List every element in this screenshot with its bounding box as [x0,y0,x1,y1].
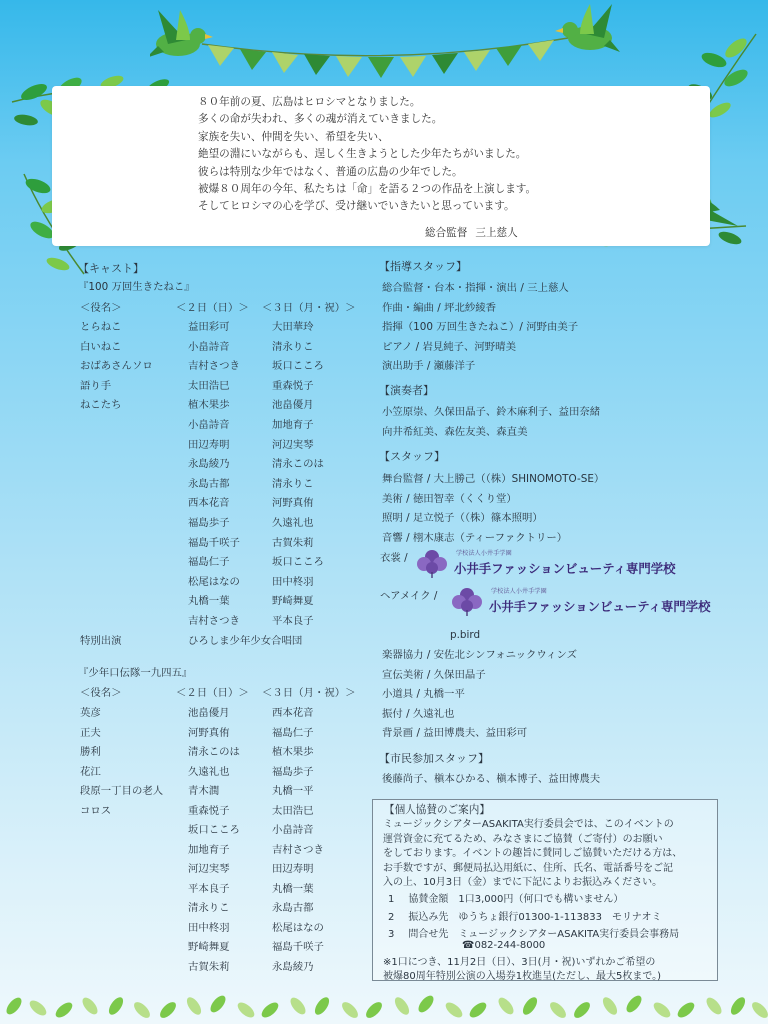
donation-phone: ☎082-244-8000 [462,940,546,951]
day2-cast: 平本良子 [188,882,230,895]
direction-item: 総合監督・台本・指揮・演出 / 三上慈人 [382,282,569,294]
intro-line: 家族を失い、仲間を失い、希望を失い、 [198,130,389,143]
day3-cast: 福島仁子 [272,726,314,739]
day3-cast: 清永りこ [272,340,314,353]
role-name: とらねこ [80,321,122,333]
day2-cast: 古賀朱莉 [188,960,230,973]
support-staff-item: 背景画 / 益田博農夫、益田彩可 [382,727,528,740]
day2-cast: 福島歩子 [188,517,230,529]
day3-cast: 加地育子 [272,419,314,431]
role-name: 語り手 [80,379,112,392]
cast-heading: 【キャスト】 [78,262,144,275]
play2-col-day3: ＜３日（月・祝）＞ [262,687,356,699]
item-number: 2 [388,912,395,923]
day2-cast: 植木果歩 [188,399,230,412]
donation-description [383,818,682,891]
donation-line: をしております。イベントの趣旨に賛同しご協賛いただける方は、 [383,848,683,860]
donation-line: 入の上、10月3日（金）までに下記によりお振込みください。 [383,877,663,889]
school-name: 小井手ファッションビューティ専門学校 [454,561,676,576]
costume-school-logo [414,546,676,580]
day3-cast: 小畠詩音 [272,824,314,836]
performer-item: 向井希紅美、森佐友美、森直美 [382,425,528,438]
staff-item: 音響 / 栩木康志（ティーファクトリー） [382,531,568,544]
item-number: 3 [388,929,395,940]
role-name: 正夫 [80,726,101,739]
day2-cast: 小畠詩音 [188,340,230,353]
day3-cast: 永島古都 [272,902,314,914]
staff-heading: 【スタッフ】 [379,450,445,463]
role-name: ねこたち [80,399,122,412]
day3-cast: 久遠礼也 [272,517,314,529]
day2-cast: 田中柊羽 [188,921,230,934]
day2-cast: 野崎舞夏 [188,941,230,953]
direction-item: ピアノ / 岩見純子、河野晴美 [382,340,516,353]
role-name: 白いねこ [80,340,122,353]
intro-line: そしてヒロシマの心を学び、受け継いでいきたいと思っています。 [198,200,515,213]
cast-section [0,0,370,1024]
item-value: ミュージックシアターASAKITA実行委員会事務局 [458,929,680,940]
day3-cast: 清永りこ [272,477,314,490]
day2-cast: 永島古都 [188,477,230,490]
pbird-credit: p.bird [450,629,481,641]
day2-cast: 松尾はなの [188,575,240,588]
day3-cast: 坂口こころ [272,360,324,373]
day2-cast: 坂口こころ [188,824,240,836]
item-label: 振込み先 [408,912,449,923]
day2-cast: 福島仁子 [188,556,230,569]
intro-line: 彼らは特別な少年ではなく、普通の広島の少年でした。 [198,165,463,178]
donation-line: お手数ですが、郵便局払込用紙に、住所、氏名、電話番号をご記 [383,862,673,874]
item-value: ゆうちょ銀行01300-1-113833 モリナオミ [458,912,662,923]
role-name: 勝利 [80,746,101,758]
day2-cast: 福島千咲子 [188,536,240,549]
day3-cast: 重森悦子 [272,379,314,392]
day2-cast: 池畠優月 [188,707,230,719]
role-name: 花江 [80,765,101,778]
day3-cast: 古賀朱莉 [272,536,314,549]
play1-title: 『100 万回生きたねこ』 [78,281,195,293]
day2-cast: 田辺寿明 [188,438,230,451]
day2-cast: 久遠礼也 [188,765,230,778]
day2-cast: 清永りこ [188,902,230,914]
support-staff-item: 楽器協力 / 安佐北シンフォニックウィンズ [382,649,578,661]
day3-cast: 平本良子 [272,615,314,627]
day3-cast: 松尾はなの [272,921,324,934]
staff-item: 照明 / 足立悦子（（株）篠本照明） [382,512,543,525]
citizen-members: 後藤尚子、槇本ひかる、槇本博子、益田博農夫 [382,773,601,785]
intro-line: 絶望の淵にいながらも、逞しく生きようとした少年たちがいました。 [198,148,527,161]
donation-line: ミュージックシアターASAKITA実行委員会では、このイベントの [383,819,674,830]
day2-cast: 益田彩可 [188,321,230,333]
day2-cast: 清永このは [188,746,240,758]
day3-cast: 大田華玲 [272,321,314,333]
role-name: おばあさんソロ [80,360,153,373]
play2-col-day2: ＜２日（日）＞ [176,687,249,699]
day3-cast: 植木果歩 [272,746,314,758]
day3-cast: 清永このは [272,458,324,471]
support-staff-item: 小道具 / 丸橋一平 [382,688,465,701]
donation-note [383,956,661,984]
day2-cast: 西本花音 [188,497,230,510]
day2-cast: 吉村さつき [188,615,240,627]
staff-item: 舞台監督 / 大上勝己（（株）SHINOMOTO-SE） [382,473,605,485]
item-number: 1 [388,894,395,905]
direction-item: 作曲・編曲 / 坪北紗綾香 [382,301,497,314]
day3-cast: 坂口こころ [272,556,324,569]
day3-cast: 太田浩巳 [272,804,314,817]
intro-line: 多くの命が失われ、多くの魂が消えていきました。 [198,113,443,126]
day3-cast: 福島千咲子 [272,941,324,953]
special-guest-value: ひろしま少年少女合唱団 [188,635,303,647]
day2-cast: 永島綾乃 [188,458,230,471]
day3-cast: 田中柊羽 [272,575,314,588]
performer-item: 小笠原崇、久保田晶子、鈴木麻利子、益田奈緒 [382,406,601,418]
intro-line: ８０年前の夏、広島はヒロシマとなりました。 [198,96,421,108]
day2-cast: 河野真侑 [188,726,230,739]
day3-cast: 田辺寿明 [272,863,314,875]
bird-right-icon [555,4,620,52]
hairmake-label: ヘアメイク / [380,590,438,602]
direction-heading: 【指導スタッフ】 [379,260,467,273]
item-value: 1口3,000円（何口でも構いません） [458,894,624,905]
play1-col-day2: ＜２日（日）＞ [176,302,249,314]
school-flower-logo-icon [414,546,450,578]
intro-signature [425,225,518,240]
day3-cast: 野崎舞夏 [272,595,314,608]
special-guest-label: 特別出演 [80,635,122,647]
day2-cast: 青木潤 [188,785,220,797]
day2-cast: 河辺実琴 [188,863,230,875]
donation-note-line: ※1口につき、11月2日（日）、3日(月・祝)いずれかご希望の [383,957,656,968]
day3-cast: 河辺実琴 [272,438,314,451]
day2-cast: 小畠詩音 [188,419,230,431]
day3-cast: 丸橋一葉 [272,882,314,895]
direction-item: 演出助手 / 瀬藤洋子 [382,360,476,373]
day3-cast: 河野真侑 [272,497,314,510]
school-group-name: 学校法人小井手学園 [456,550,512,557]
day2-cast: 重森悦子 [188,804,230,817]
support-staff-item: 宣伝美術 / 久保田晶子 [382,668,486,681]
donation-line: 運営資金に充てるため、みなさまにご協賛（ご寄付）のお願い [383,833,663,845]
play1-col-role: ＜役名＞ [80,302,122,314]
citizen-heading: 【市民参加スタッフ】 [379,752,489,765]
direction-item: 指揮（100 万回生きたねこ）/ 河野由美子 [382,321,579,334]
role-name: 英彦 [80,707,101,719]
play1-col-day3: ＜３日（月・祝）＞ [262,302,356,314]
play2-title: 『少年口伝隊一九四五』 [78,667,193,679]
role-name: コロス [80,804,112,817]
school-name: 小井手ファッションビューティ専門学校 [489,599,711,614]
donation-item-amount [388,890,623,905]
school-group-name: 学校法人小井手学園 [491,588,547,595]
donation-item-transfer [388,908,662,923]
item-label: 協賛金額 [408,894,449,905]
signature-name: 三上慈人 [475,227,518,239]
performers-heading: 【演奏者】 [379,384,434,397]
day3-cast: 池畠優月 [272,399,314,412]
day2-cast: 加地育子 [188,843,230,856]
donation-title: 【個人協賛のご案内】 [384,804,490,816]
support-staff-item: 振付 / 久遠礼也 [382,707,455,720]
costume-label: 衣裳 / [380,552,408,564]
school-flower-logo-icon [449,584,485,616]
day3-cast: 丸橋一平 [272,785,314,797]
day2-cast: 太田浩巳 [188,379,230,392]
role-name: 段原一丁目の老人 [80,785,164,797]
donation-item-contact [388,925,679,940]
day2-cast: 丸橋一葉 [188,595,230,608]
play2-col-role: ＜役名＞ [80,687,122,699]
donation-note-line: 被爆80周年特別公演の入場券1枚進呈(ただし、最大5枚まで。) [383,971,662,982]
item-label: 問合せ先 [408,929,449,940]
intro-line: 被爆８０周年の今年、私たちは「命」を語る２つの作品を上演します。 [198,183,537,196]
day3-cast: 吉村さつき [272,843,324,856]
staff-item: 美術 / 徳田智幸（くくり堂） [382,492,517,505]
day3-cast: 西本花音 [272,707,314,719]
hairmake-school-logo [449,584,711,618]
day3-cast: 永島綾乃 [272,960,314,973]
day3-cast: 福島歩子 [272,765,314,778]
day2-cast: 吉村さつき [188,360,240,373]
signature-role: 総合監督 [425,227,468,239]
